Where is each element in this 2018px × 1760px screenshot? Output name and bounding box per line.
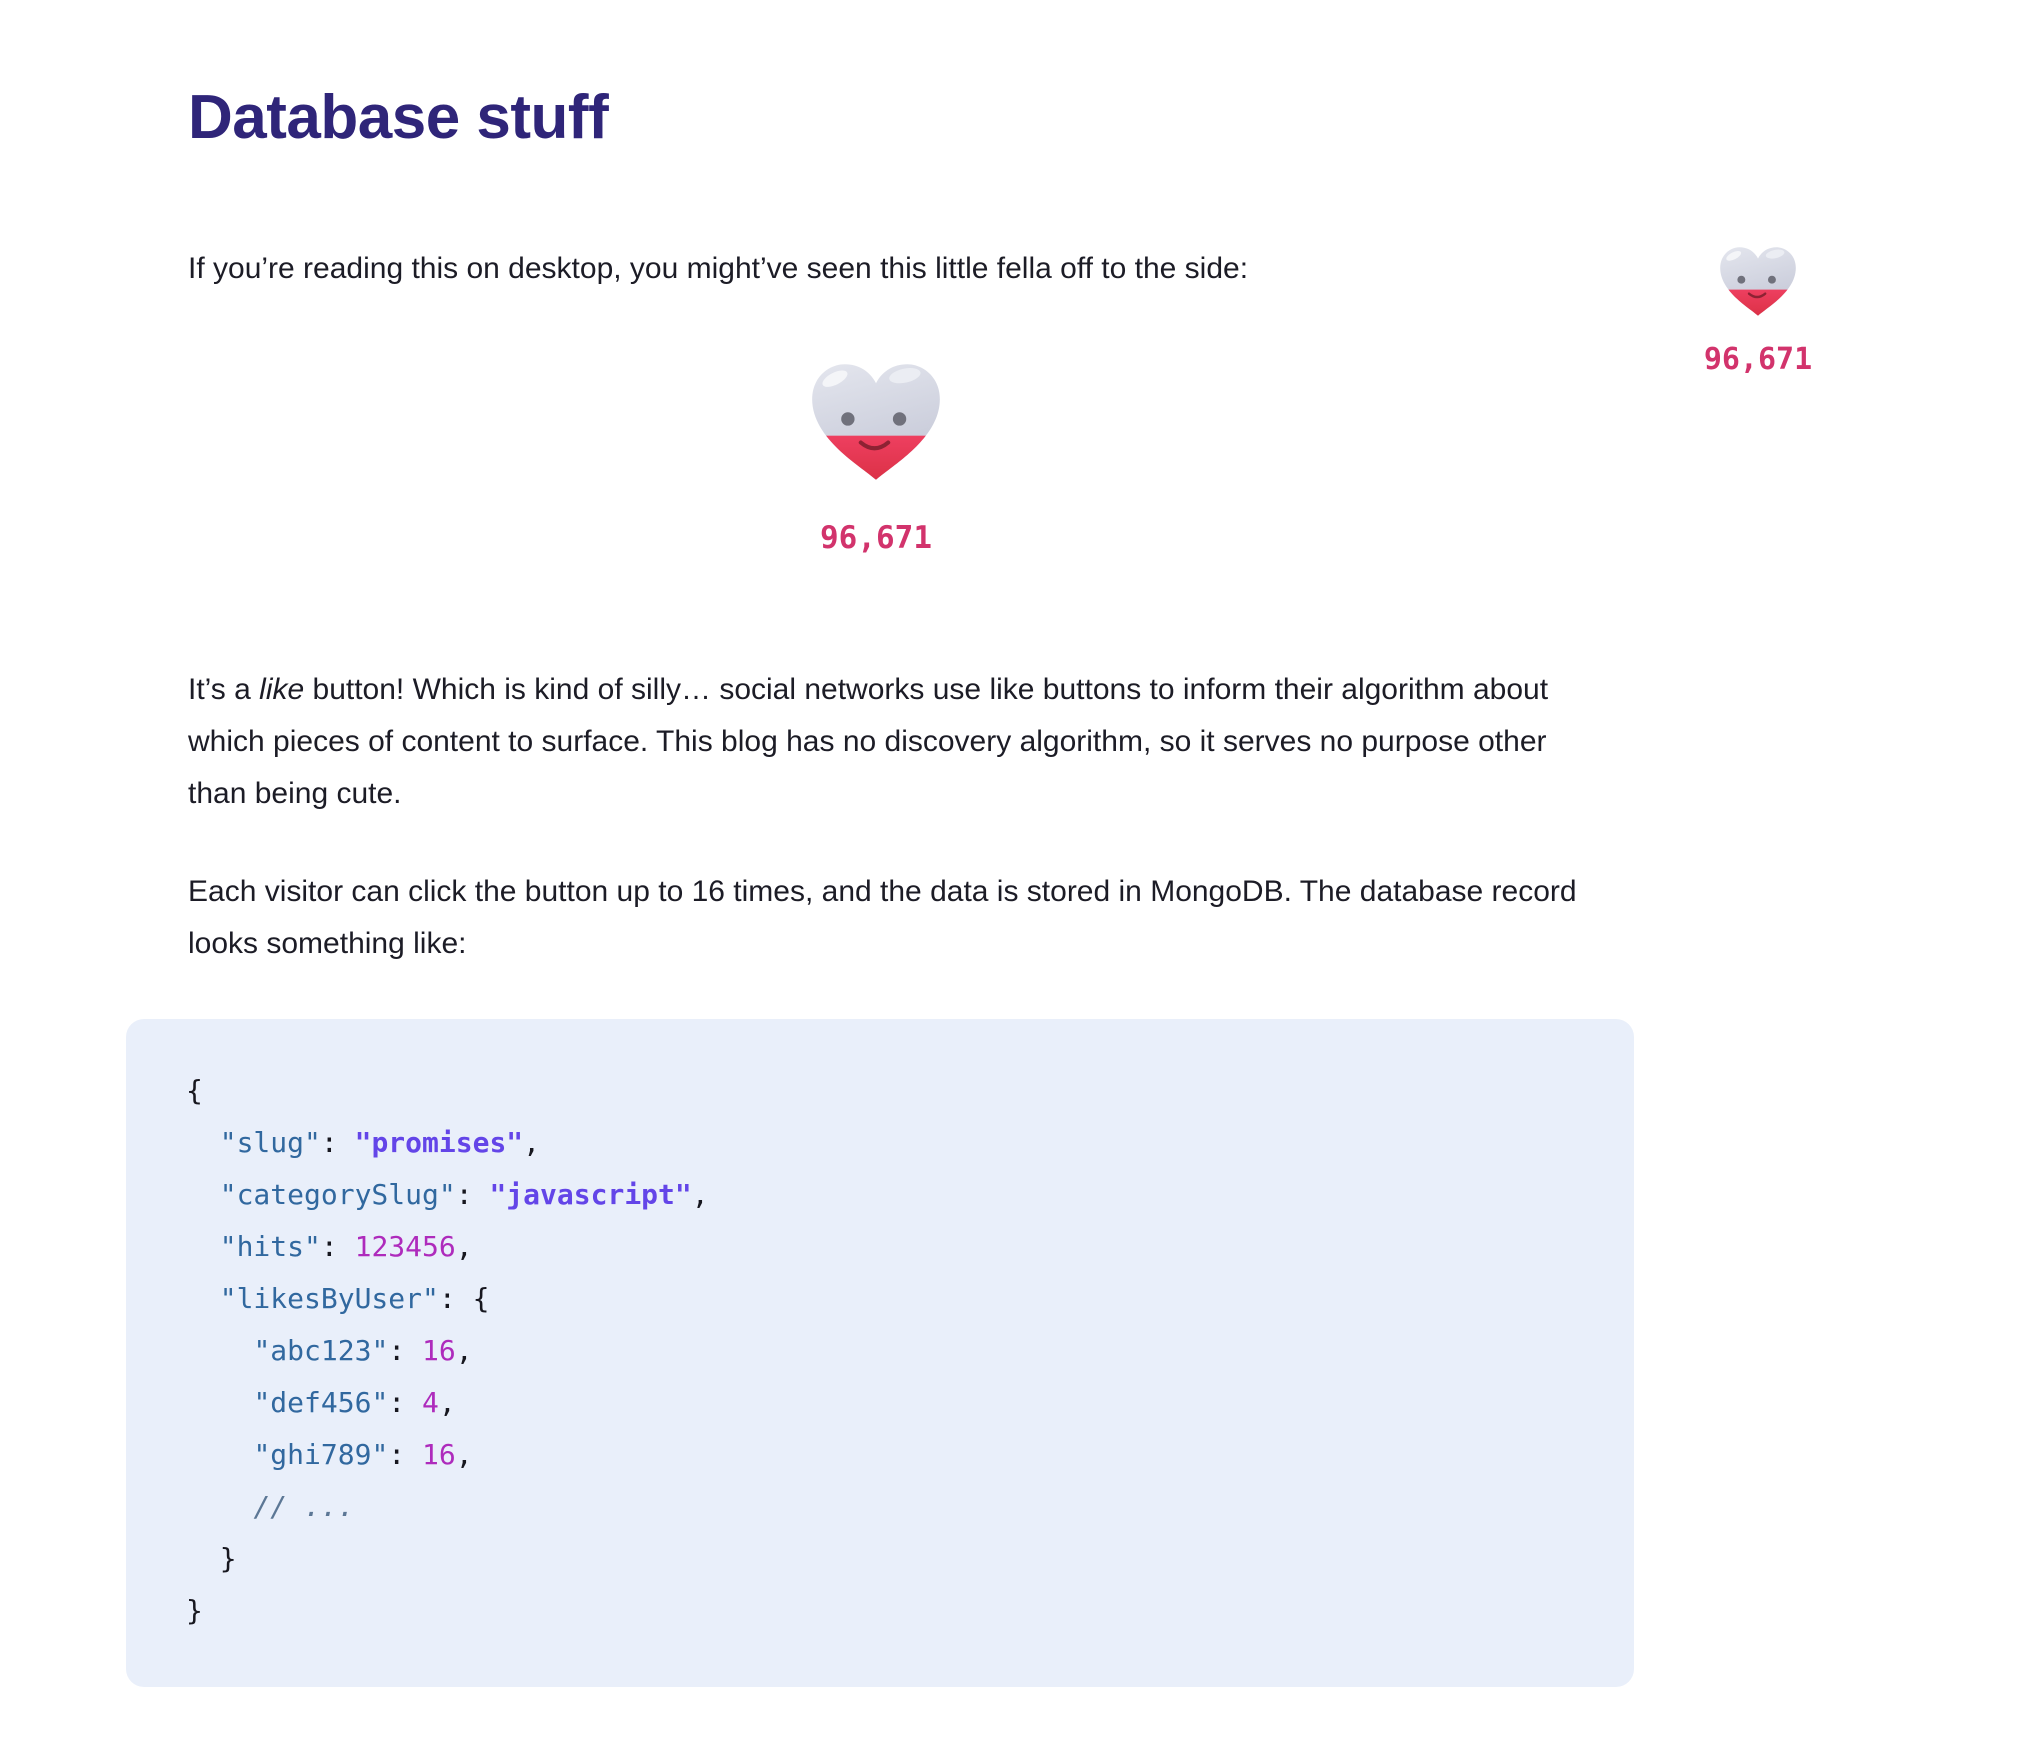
code-line: } <box>186 1542 237 1575</box>
like-button[interactable] <box>800 352 952 492</box>
page-title: Database stuff <box>188 83 609 152</box>
code-line: "abc123": 16, <box>253 1334 473 1367</box>
sidebar-like-count: 96,671 <box>1703 342 1813 377</box>
code-lines <box>186 1065 1574 1637</box>
like-explanation-paragraph <box>188 664 1568 820</box>
sidebar-like-widget <box>1712 240 1804 328</box>
code-line: // ... <box>253 1490 355 1523</box>
heart-icon <box>800 352 952 492</box>
like-count: 96,671 <box>820 520 932 556</box>
code-line: "slug": "promises", <box>219 1126 541 1159</box>
code-line: "ghi789": 16, <box>253 1438 473 1471</box>
heart-icon <box>1713 240 1803 323</box>
like-word-emphasis: like <box>259 673 305 706</box>
code-line: "def456": 4, <box>253 1386 456 1419</box>
inline-like-figure <box>800 352 952 497</box>
like-paragraph-post: button! Which is kind of silly… social networks use like buttons to inform their algorithm about which pieces of content to surface. This blog has no discovery algorithm, so it serves no purpose other than being cute. <box>188 673 1549 810</box>
sidebar-like-button[interactable] <box>1713 240 1803 323</box>
intro-paragraph: If you’re reading this on desktop, you might’ve seen this little fella off to the side: <box>188 252 1249 285</box>
code-line: { <box>186 1074 203 1107</box>
code-line: "categorySlug": "javascript", <box>219 1178 709 1211</box>
code-line: "hits": 123456, <box>219 1230 473 1263</box>
code-line: "likesByUser": { <box>219 1282 490 1315</box>
like-paragraph-pre: It’s a <box>188 673 260 706</box>
code-line: } <box>186 1594 203 1627</box>
code-block <box>126 1019 1634 1687</box>
database-paragraph: Each visitor can click the button up to 16 times, and the data is stored in MongoDB. The database record looks something like: <box>188 875 1577 960</box>
